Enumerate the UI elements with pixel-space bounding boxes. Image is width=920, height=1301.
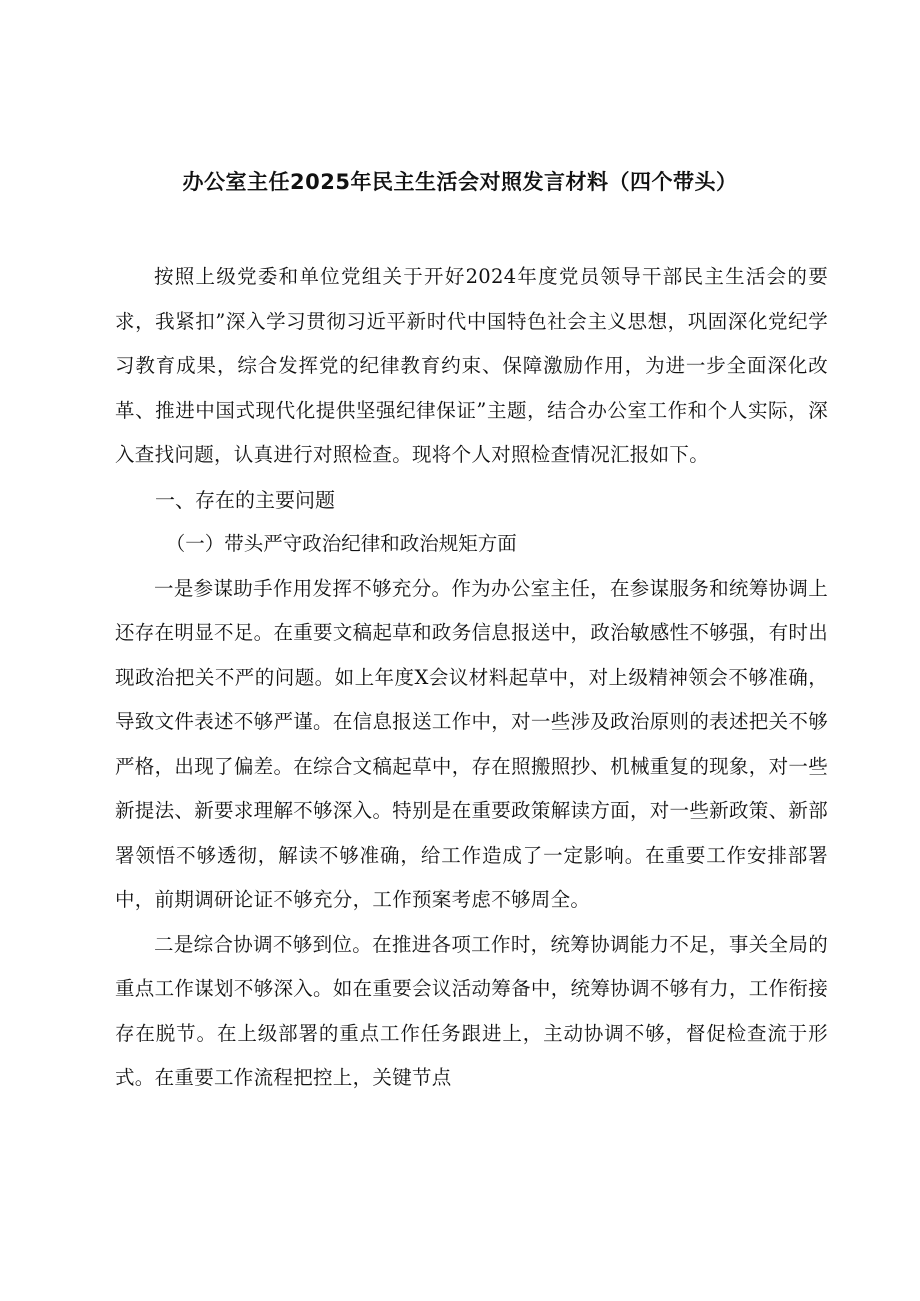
subsection-heading-political-discipline: （一）带头严守政治纪律和政治规矩方面 [165, 532, 517, 555]
document-title: 办公室主任2025年民主生活会对照发言材料（四个带头） [182, 170, 738, 194]
document-body [115, 255, 828, 1101]
body-paragraph-1: 一是参谋助手作用发挥不够充分。作为办公室主任，在参谋服务和统筹协调上还存在明显不足。在重要文稿起草和政务信息报送中，政治敏感性不够强，有时出现政治把关不严的问题。如上年度X会议材料起草中，对上级精神领会不够准确，导致文件表述不够严谨。在信息报送工作中，对一些涉及政治原则的表述把关不够严格，出现了偏差。在综合文稿起草中，存在照搬照抄、机械重复的现象，对一些新提法、新要求理解不够深入。特别是在重要政策解读方面，对一些新政策、新部署领悟不够透彻，解读不够准确，给工作造成了一定影响。在重要工作安排部署中，前期调研论证不够充分，工作预案考虑不够周全。 [115, 576, 828, 911]
section-heading-main-problems: 一、存在的主要问题 [155, 487, 335, 512]
body-paragraph-2: 二是综合协调不够到位。在推进各项工作时，统筹协调能力不足，事关全局的重点工作谋划不够深入。如在重要会议活动筹备中，统筹协调不够有力，工作衔接存在脱节。在上级部署的重点工作任务跟进上，主动协调不够，督促检查流于形式。在重要工作流程把控上，关键节点 [115, 932, 828, 1089]
intro-paragraph: 按照上级党委和单位党组关于开好2024年度党员领导干部民主生活会的要求，我紧扣”深入学习贯彻习近平新时代中国特色社会主义思想，巩固深化党纪学习教育成果，综合发挥党的纪律教育约束、保障激励作用，为进一步全面深化改革、推进中国式现代化提供坚强纪律保证”主题，结合办公室工作和个人实际，深入查找问题，认真进行对照检查。现将个人对照检查情况汇报如下。 [115, 265, 828, 466]
